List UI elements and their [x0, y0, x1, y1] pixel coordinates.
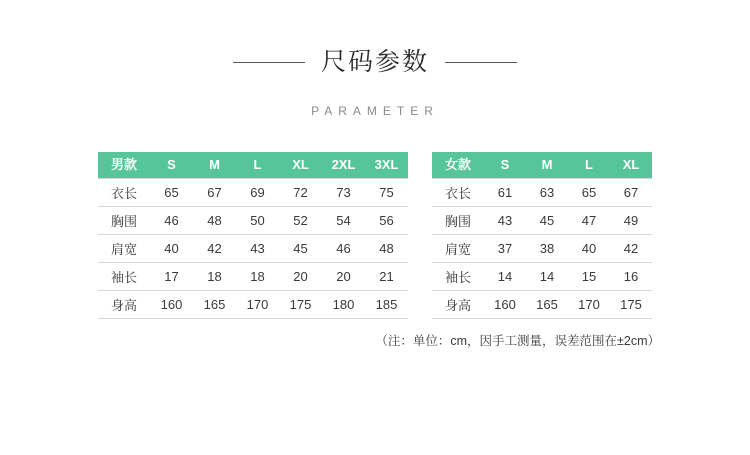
women-cell: 160 — [484, 290, 526, 318]
men-cell: 69 — [236, 178, 279, 206]
men-table-head — [98, 152, 408, 179]
men-cell: 48 — [193, 206, 236, 234]
women-cell: 175 — [610, 290, 652, 318]
men-cell: 43 — [236, 234, 279, 262]
women-cell: 40 — [568, 234, 610, 262]
table-row — [98, 178, 408, 206]
women-cell: 38 — [526, 234, 568, 262]
men-cell: 40 — [150, 234, 193, 262]
women-row-label: 身高 — [432, 290, 484, 318]
women-row-label: 袖长 — [432, 262, 484, 290]
table-row — [98, 290, 408, 318]
men-row-label: 胸围 — [98, 206, 150, 234]
men-cell: 180 — [322, 290, 365, 318]
men-header-label: 男款 — [98, 152, 150, 179]
women-cell: 37 — [484, 234, 526, 262]
men-cell: 72 — [279, 178, 322, 206]
men-cell: 45 — [279, 234, 322, 262]
women-cell: 61 — [484, 178, 526, 206]
men-cell: 17 — [150, 262, 193, 290]
men-cell: 50 — [236, 206, 279, 234]
women-cell: 170 — [568, 290, 610, 318]
table-row — [432, 262, 652, 290]
men-cell: 52 — [279, 206, 322, 234]
women-cell: 47 — [568, 206, 610, 234]
men-cell: 165 — [193, 290, 236, 318]
men-row-label: 衣长 — [98, 178, 150, 206]
table-row — [432, 290, 652, 318]
men-header-m: M — [193, 152, 236, 179]
men-cell: 175 — [279, 290, 322, 318]
men-row-label: 身高 — [98, 290, 150, 318]
men-cell: 48 — [365, 234, 408, 262]
women-cell: 15 — [568, 262, 610, 290]
title-row — [0, 33, 750, 92]
women-cell: 42 — [610, 234, 652, 262]
table-header-row — [432, 152, 652, 179]
women-table-head — [432, 152, 652, 179]
men-header-2xl: 2XL — [322, 152, 365, 179]
table-row — [98, 234, 408, 262]
women-cell: 67 — [610, 178, 652, 206]
title-rule-right — [445, 62, 517, 63]
women-header-xl: XL — [610, 152, 652, 179]
women-header-m: M — [526, 152, 568, 179]
men-table-body — [98, 178, 408, 318]
table-row — [432, 178, 652, 206]
measurement-note: （注：单位：cm，因手工测量，误差范围在±2cm） — [375, 333, 660, 348]
women-cell: 165 — [526, 290, 568, 318]
men-header-xl: XL — [279, 152, 322, 179]
women-cell: 45 — [526, 206, 568, 234]
men-cell: 56 — [365, 206, 408, 234]
men-cell: 67 — [193, 178, 236, 206]
men-row-label: 袖长 — [98, 262, 150, 290]
men-header-s: S — [150, 152, 193, 179]
men-cell: 46 — [322, 234, 365, 262]
men-cell: 160 — [150, 290, 193, 318]
women-header-l: L — [568, 152, 610, 179]
men-cell: 73 — [322, 178, 365, 206]
men-cell: 65 — [150, 178, 193, 206]
men-header-3xl: 3XL — [365, 152, 408, 179]
men-cell: 170 — [236, 290, 279, 318]
women-cell: 63 — [526, 178, 568, 206]
men-cell: 20 — [279, 262, 322, 290]
men-size-table — [98, 152, 408, 319]
women-cell: 16 — [610, 262, 652, 290]
women-row-label: 肩宽 — [432, 234, 484, 262]
men-cell: 21 — [365, 262, 408, 290]
women-cell: 14 — [526, 262, 568, 290]
table-row — [432, 234, 652, 262]
title-rule-left — [233, 62, 305, 63]
women-row-label: 胸围 — [432, 206, 484, 234]
women-cell: 49 — [610, 206, 652, 234]
women-row-label: 衣长 — [432, 178, 484, 206]
table-row — [98, 262, 408, 290]
women-header-s: S — [484, 152, 526, 179]
women-header-label: 女款 — [432, 152, 484, 179]
men-cell: 42 — [193, 234, 236, 262]
page-subtitle: PARAMETER — [311, 103, 439, 118]
page-header — [0, 0, 750, 118]
men-header-l: L — [236, 152, 279, 179]
men-cell: 54 — [322, 206, 365, 234]
men-cell: 18 — [193, 262, 236, 290]
table-header-row — [98, 152, 408, 179]
men-cell: 185 — [365, 290, 408, 318]
women-size-table — [432, 152, 652, 319]
men-cell: 75 — [365, 178, 408, 206]
table-row — [98, 206, 408, 234]
page-title: 尺码参数 — [320, 47, 429, 76]
men-cell: 18 — [236, 262, 279, 290]
women-table-body — [432, 178, 652, 318]
women-cell: 43 — [484, 206, 526, 234]
women-cell: 65 — [568, 178, 610, 206]
table-row — [432, 206, 652, 234]
men-cell: 20 — [322, 262, 365, 290]
tables-container — [0, 152, 750, 319]
women-cell: 14 — [484, 262, 526, 290]
men-row-label: 肩宽 — [98, 234, 150, 262]
men-cell: 46 — [150, 206, 193, 234]
